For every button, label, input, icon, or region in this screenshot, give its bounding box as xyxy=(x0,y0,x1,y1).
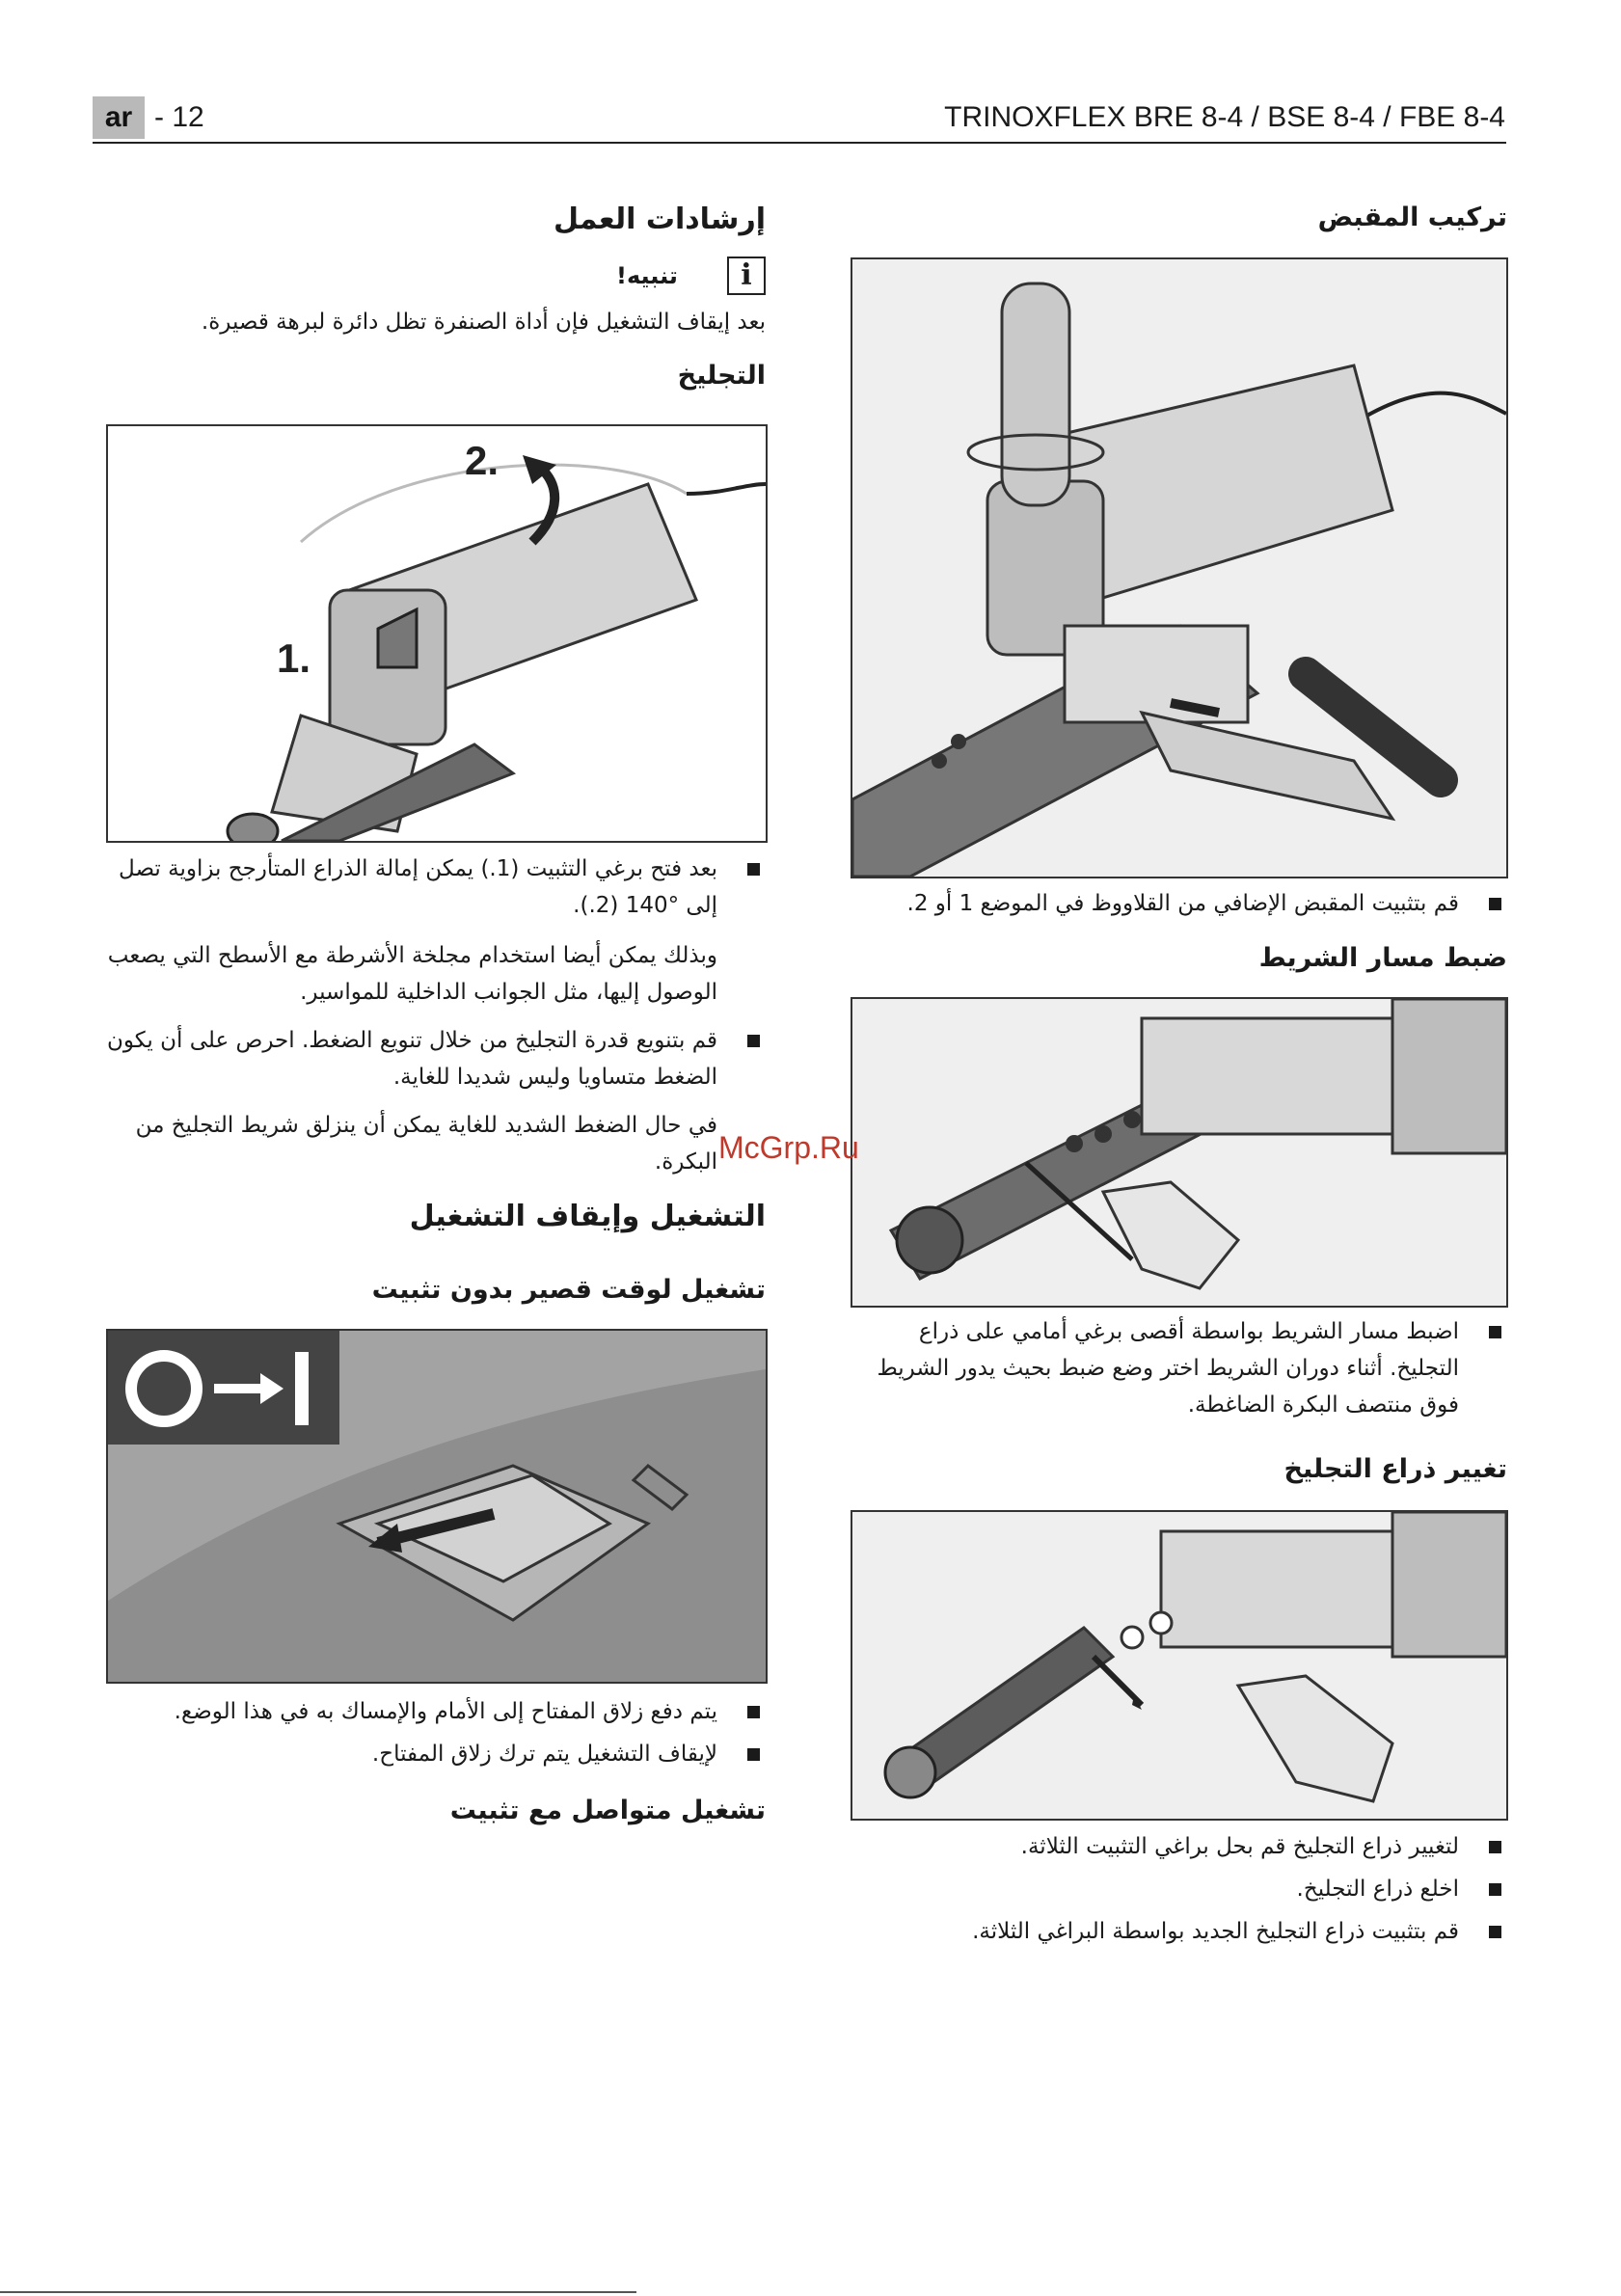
arm-change-illustration xyxy=(852,1512,1506,1819)
handle-mounting-heading: تركيب المقبض xyxy=(1317,203,1507,232)
switch-list xyxy=(91,1693,766,1772)
note-label: تنبيه! xyxy=(616,262,678,289)
short-operation-heading: تشغيل لوقت قصير بدون تثبيت xyxy=(371,1275,766,1305)
list-item: قم بتنويع قدرة التجليخ من خلال تنويع الضغط. احرص على أن يكون الضغط متساويا وليس شديدا للغاية. xyxy=(91,1022,766,1095)
step-1-label: 1. xyxy=(277,635,311,681)
list-item: اضبط مسار الشريط بواسطة أقصى برغي أمامي على ذراع التجليخ. أثناء دوران الشريط اختر وضع ضبط بحيث يدور الشريط فوق منتصف البكرة الضاغطة. xyxy=(871,1313,1507,1423)
list-item: لتغيير ذراع التجليخ قم بحل براغي التثبيت الثلاثة. xyxy=(871,1828,1507,1865)
footer-rule xyxy=(0,2291,636,2293)
page-number: - 12 xyxy=(154,101,204,133)
switch-illustration xyxy=(108,1331,766,1682)
watermark: McGrp.Ru xyxy=(718,1130,859,1165)
list-item: بعد فتح برغي التثبيت (1.) يمكن إمالة الذراع المتأرجح بزاوية تصل إلى °140 (2.). xyxy=(91,851,766,924)
belt-tracking-heading: ضبط مسار الشريط xyxy=(1258,943,1507,973)
note-row xyxy=(110,257,766,295)
arm-change-figure xyxy=(851,1510,1508,1821)
list-item: قم بتثبيت المقبض الإضافي من القلاووظ في الموضع 1 أو 2. xyxy=(871,885,1507,922)
grinding-paragraph-2: في حال الضغط الشديد للغاية يمكن أن ينزلق شريط التجليخ من البكرة. xyxy=(135,1113,717,1175)
language-tag: ar xyxy=(93,96,145,139)
handle-mounting-list xyxy=(871,885,1507,922)
list-item: لإيقاف التشغيل يتم ترك زلاق المفتاح. xyxy=(91,1736,766,1772)
header-rule xyxy=(93,142,1506,144)
belt-tracking-illustration xyxy=(852,999,1506,1306)
info-icon: i xyxy=(727,257,766,295)
list-item: اخلع ذراع التجليخ. xyxy=(871,1871,1507,1907)
belt-tracking-list xyxy=(871,1313,1507,1423)
grinding-list-2 xyxy=(91,1022,766,1095)
grinding-figure xyxy=(106,424,768,843)
grinding-illustration xyxy=(108,426,766,841)
list-item: يتم دفع زلاق المفتاح إلى الأمام والإمساك به في هذا الوضع. xyxy=(91,1693,766,1730)
switch-figure xyxy=(106,1329,768,1684)
handle-mounting-figure xyxy=(851,257,1508,878)
work-instructions-heading: إرشادات العمل xyxy=(554,203,766,236)
list-item: قم بتثبيت ذراع التجليخ الجديد بواسطة البراغي الثلاثة. xyxy=(871,1913,1507,1950)
product-title: TRINOXFLEX BRE 8-4 / BSE 8-4 / FBE 8-4 xyxy=(944,101,1505,133)
step-2-label: 2. xyxy=(465,438,500,483)
switching-heading: التشغيل وإيقاف التشغيل xyxy=(409,1200,766,1233)
grinding-heading: التجليخ xyxy=(677,361,766,391)
grinding-list-1 xyxy=(91,851,766,924)
arm-change-list xyxy=(871,1828,1507,1950)
handle-mounting-illustration xyxy=(852,259,1506,877)
belt-tracking-figure xyxy=(851,997,1508,1308)
note-text: بعد إيقاف التشغيل فإن أداة الصنفرة تظل دائرة لبرهة قصيرة. xyxy=(201,310,766,335)
arm-change-heading: تغيير ذراع التجليخ xyxy=(1283,1454,1507,1484)
continuous-operation-heading: تشغيل متواصل مع تثبيت xyxy=(449,1796,766,1825)
grinding-paragraph-1: وبذلك يمكن أيضا استخدام مجلخة الأشرطة مع الأسطح التي يصعب الوصول إليها، مثل الجوانب الداخلية للمواسير. xyxy=(107,943,717,1005)
